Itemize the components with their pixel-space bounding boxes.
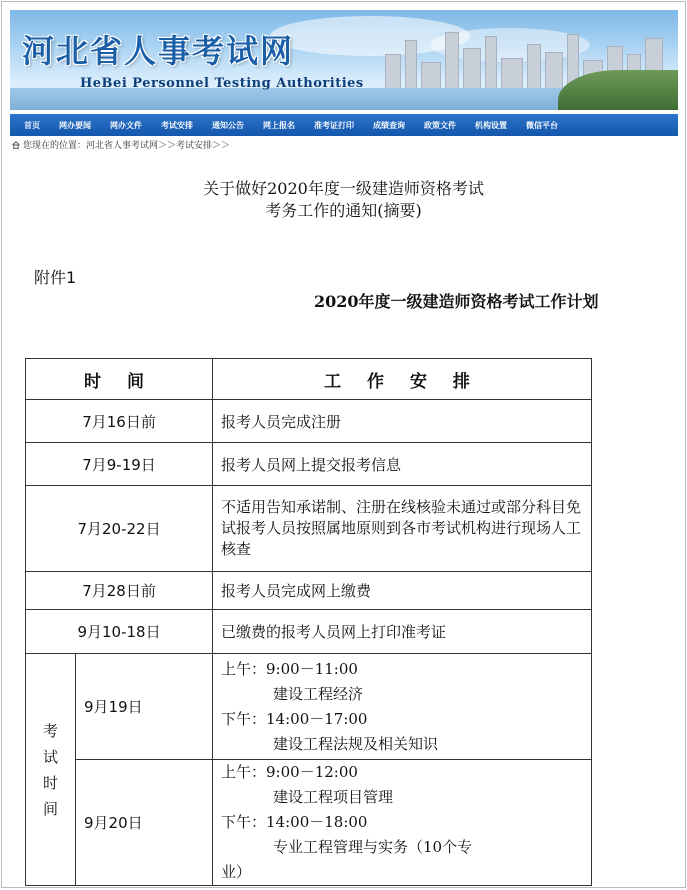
notice-title-line-1: 关于做好2020年度一级建造师资格考试 <box>203 179 484 198</box>
nav-item-registration[interactable]: 网上报名 <box>263 120 295 130</box>
breadcrumb <box>12 138 230 151</box>
row-date: 7月16日前 <box>26 400 213 443</box>
header-arrangement: 工 作 安 排 <box>213 359 592 400</box>
home-icon <box>12 141 20 149</box>
header-time: 时 间 <box>26 359 213 400</box>
exam-time-label <box>26 654 76 886</box>
exam-label-char: 时 <box>42 773 58 792</box>
row-date: 7月20-22日 <box>26 486 213 572</box>
main-nav <box>10 114 678 136</box>
table-row <box>26 486 592 572</box>
nav-item-organization[interactable]: 机构设置 <box>475 120 507 130</box>
nav-item-policy[interactable]: 政策文件 <box>424 120 456 130</box>
notice-title-line-2: 考务工作的通知(摘要) <box>265 201 422 220</box>
row-task: 报考人员网上提交报考信息 <box>213 443 592 486</box>
page <box>1 1 686 888</box>
nav-item-admission-ticket[interactable]: 准考证打印 <box>314 120 354 130</box>
nav-item-documents[interactable]: 网办文件 <box>110 120 142 130</box>
nav-item-exam-schedule[interactable]: 考试安排 <box>161 120 193 130</box>
table-header-row <box>26 359 592 400</box>
plan-title: 2020年度一级建造师资格考试工作计划 <box>314 292 599 311</box>
exam-plan-table <box>25 358 592 886</box>
exam-label-char: 间 <box>42 799 58 818</box>
am-time: 上午：9:00－11:00 <box>221 659 358 678</box>
table-row <box>26 400 592 443</box>
attachment-label: 附件1 <box>34 268 77 287</box>
exam-schedule <box>213 760 592 886</box>
exam-date: 9月20日 <box>76 760 213 886</box>
row-task: 已缴费的报考人员网上打印准考证 <box>213 610 592 654</box>
pm-subject: 专业工程管理与实务（10个专 <box>273 838 473 856</box>
pm-subject: 建设工程法规及相关知识 <box>273 734 439 753</box>
am-subject: 建设工程项目管理 <box>273 788 394 806</box>
breadcrumb-text[interactable]: 您现在的位置：河北省人事考试网＞＞考试安排＞＞ <box>23 141 231 151</box>
table-row-exam-day-1 <box>26 654 592 760</box>
exam-schedule <box>213 654 592 760</box>
row-task: 不适用告知承诺制、注册在线核验未通过或部分科目免试报考人员按照属地原则到各市考试机构进行现场人工核查 <box>213 486 592 572</box>
exam-label-char: 考 <box>42 721 58 740</box>
exam-date: 9月19日 <box>76 654 213 760</box>
table-row <box>26 443 592 486</box>
table-row-exam-day-2 <box>26 760 592 886</box>
site-title[interactable]: 河北省人事考试网 <box>22 32 295 70</box>
am-subject: 建设工程经济 <box>273 684 364 703</box>
table-row <box>26 572 592 610</box>
row-date: 7月28日前 <box>26 572 213 610</box>
row-task: 报考人员完成注册 <box>213 400 592 443</box>
row-task: 报考人员完成网上缴费 <box>213 572 592 610</box>
pm-subject-continued: 业） <box>221 863 252 881</box>
row-date: 9月10-18日 <box>26 610 213 654</box>
nav-item-home[interactable]: 首页 <box>24 120 40 130</box>
site-banner <box>10 10 678 110</box>
exam-label-char: 试 <box>42 747 58 766</box>
nav-item-wechat[interactable]: 微信平台 <box>526 120 558 130</box>
am-time: 上午：9:00－12:00 <box>221 763 358 781</box>
pm-time: 下午：14:00－18:00 <box>221 813 368 831</box>
nav-item-score-query[interactable]: 成绩查询 <box>373 120 405 130</box>
pm-time: 下午：14:00－17:00 <box>221 709 368 728</box>
site-subtitle: HeBei Personnel Testing Authorities <box>80 76 364 91</box>
table-row <box>26 610 592 654</box>
nav-item-announcements[interactable]: 通知公告 <box>212 120 244 130</box>
row-date: 7月9-19日 <box>26 443 213 486</box>
nav-item-news[interactable]: 网办要闻 <box>59 120 91 130</box>
